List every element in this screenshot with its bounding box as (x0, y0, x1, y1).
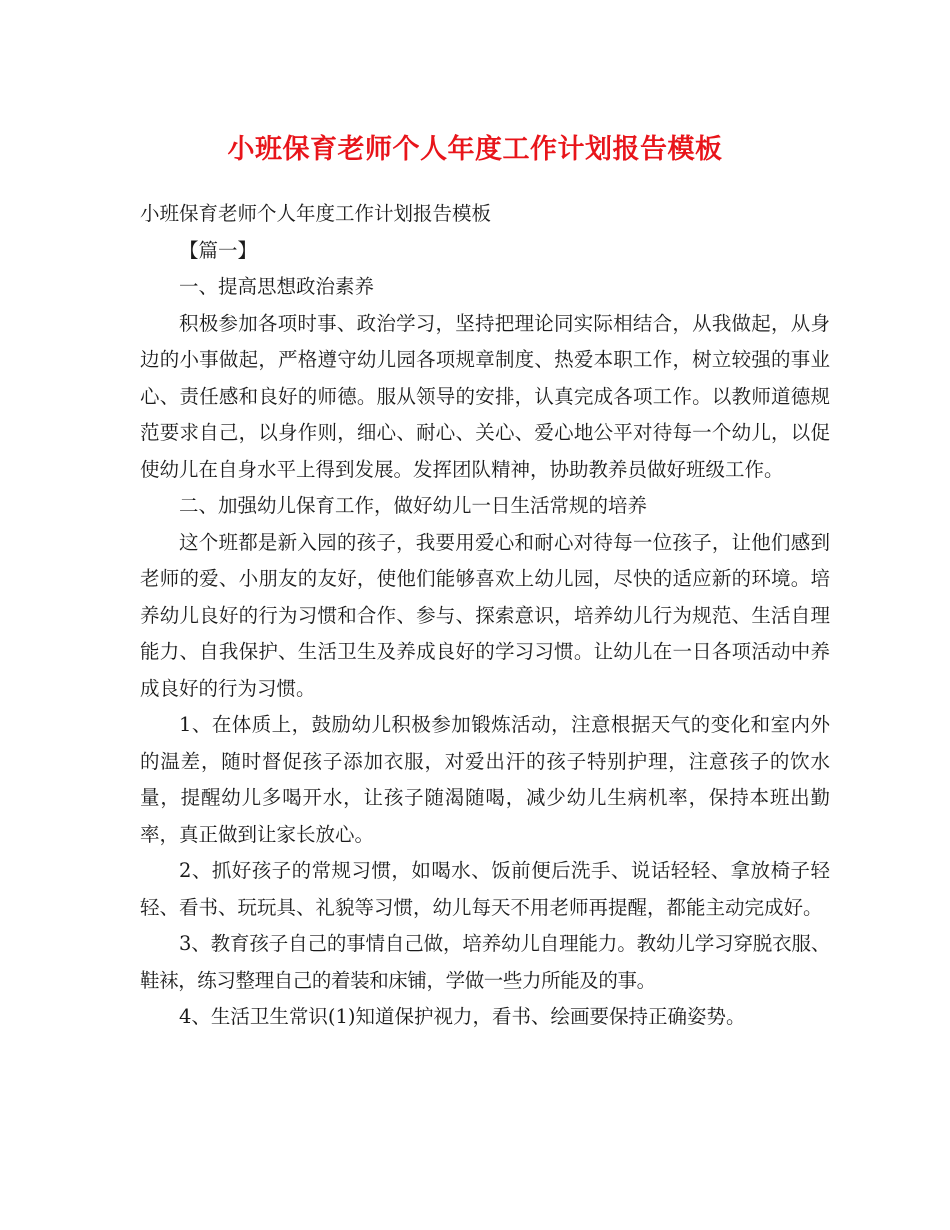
section-marker: 【篇一】 (179, 238, 258, 262)
heading-section-1: 一、提高思想政治素养 (179, 275, 375, 298)
heading-section-2: 二、加强幼儿保育工作，做好幼儿一日生活常规的培养 (179, 494, 648, 517)
document-title: 小班保育老师个人年度工作计划报告模板 (227, 134, 723, 165)
subtitle-paragraph: 小班保育老师个人年度工作计划报告模板 (140, 202, 492, 225)
list-item-4: 4、生活卫生常识(1)知道保护视力，看书、绘画要保持正确姿势。 (179, 1005, 746, 1028)
paragraph-section-1: 积极参加各项时事、政治学习，坚持把理论同实际相结合，从我做起，从身边的小事做起，严格遵守幼儿园各项规章制度、热爱本职工作，树立较强的事业心、责任感和良好的师德。服从领导的安排，认真完成各项工作。以教师道德规范要求自己，以身作则，细心、耐心、关心、爱心地公平对待每一个幼儿，以促使幼儿在自身水平上得到发展。发挥团队精神，协助教养员做好班级工作。 (140, 311, 830, 481)
document-body (140, 196, 830, 1036)
list-item-1: 1、在体质上，鼓励幼儿积极参加锻炼活动，注意根据天气的变化和室内外的温差，随时督促孩子添加衣服，对爱出汗的孩子特别护理，注意孩子的饮水量，提醒幼儿多喝开水，让孩子随渴随喝，减少幼儿生病机率，保持本班出勤率，真正做到让家长放心。 (140, 713, 830, 846)
paragraph-section-2: 这个班都是新入园的孩子，我要用爱心和耐心对待每一位孩子，让他们感到老师的爱、小朋友的友好，使他们能够喜欢上幼儿园，尽快的适应新的环境。培养幼儿良好的行为习惯和合作、参与、探索意识，培养幼儿行为规范、生活自理能力、自我保护、生活卫生及养成良好的学习习惯。让幼儿在一日各项活动中养成良好的行为习惯。 (140, 530, 830, 700)
list-item-2: 2、抓好孩子的常规习惯，如喝水、饭前便后洗手、说话轻轻、拿放椅子轻轻、看书、玩玩具、礼貌等习惯，幼儿每天不用老师再提醒，都能主动完成好。 (140, 859, 830, 919)
list-item-3: 3、教育孩子自己的事情自己做，培养幼儿自理能力。教幼儿学习穿脱衣服、鞋袜，练习整理自己的着装和床铺，学做一些力所能及的事。 (140, 932, 830, 992)
